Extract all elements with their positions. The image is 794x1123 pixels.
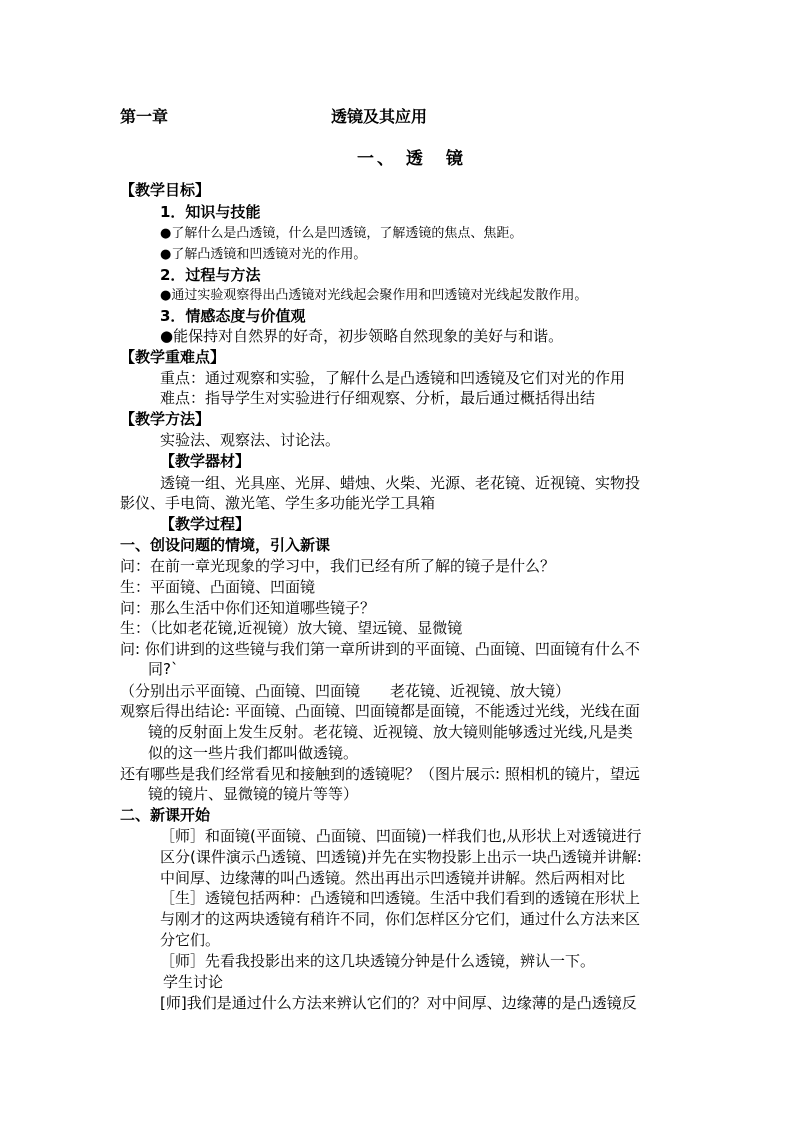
observation-line-2: 镜的反射面上发生反射。老花镜、近视镜、放大镜则能够透过光线,凡是类: [148, 723, 633, 741]
part-two-title: 二、新课开始: [120, 806, 211, 824]
process-item-1: ●通过实验观察得出凸透镜对光线起会聚作用和凹透镜对光线起发散作用。: [160, 288, 588, 303]
teaching-process-heading: 【教学过程】: [160, 515, 251, 533]
student-answer-2: 生：（比如老花镜,近视镜）放大镜、望远镜、显微镜: [120, 619, 463, 637]
equipment-line-1: 透镜一组、光具座、光屏、蜡烛、火柴、光源、老花镜、近视镜、实物投: [160, 474, 641, 492]
attitude-item-1: ●能保持对自然界的好奇，初步领略自然现象的美好与和谐。: [160, 327, 564, 345]
process-method-heading: 2．过程与方法: [160, 266, 261, 284]
teaching-goals-heading: 【教学目标】: [120, 181, 211, 199]
observation-line-3: 似的这一些片我们都叫做透镜。: [148, 744, 359, 762]
knowledge-item-2: ●了解凸透镜和凹透镜对光的作用。: [160, 247, 367, 262]
section-title: 一、 透 镜: [357, 149, 466, 169]
equipment-line-2: 影仪、手电筒、激光笔、学生多功能光学工具箱: [120, 494, 436, 512]
teacher-line-3: [师]我们是通过什么方法来辨认它们的？对中间厚、边缘薄的是凸透镜反: [160, 994, 637, 1012]
teacher-line-1c: 中间厚、边缘薄的叫凸透镜。然出再出示凹透镜并讲解。然后两相对比: [160, 869, 626, 887]
attitude-values-heading: 3．情感态度与价值观: [160, 307, 306, 325]
key-points-heading: 【教学重难点】: [120, 348, 226, 366]
student-line-1c: 分它们。: [160, 931, 221, 949]
chapter-title: 透镜及其应用: [331, 107, 428, 126]
student-discussion: 学生讨论: [163, 973, 224, 991]
more-lenses-line-1: 还有哪些是我们经常看见和接触到的透镜呢？（图片展示: 照相机的镜片，望远: [120, 765, 640, 783]
teacher-line-2: ［师］先看我投影出来的这几块透镜分钟是什么透镜，辨认一下。: [160, 952, 596, 970]
teacher-line-1b: 区分(课件演示凸透镜、凹透镜)并先在实物投影上出示一块凸透镜并讲解:: [160, 848, 642, 866]
teaching-methods-text: 实验法、观察法、讨论法。: [160, 431, 341, 449]
student-line-1b: 与刚才的这两块透镜有稍许不同，你们怎样区分它们，通过什么方法来区: [160, 910, 641, 928]
observation-line-1: 观察后得出结论: 平面镜、凸面镜、凹面镜都是面镜，不能透过光线，光线在面: [120, 702, 640, 720]
student-line-1a: ［生］透镜包括两种：凸透镜和凹透镜。生活中我们看到的透镜在形状上: [160, 889, 641, 907]
key-point-focus: 重点：通过观察和实验，了解什么是凸透镜和凹透镜及它们对光的作用: [160, 369, 626, 387]
question-1: 问：在前一章光现象的学习中，我们已经有所了解的镜子是什么？: [120, 557, 556, 575]
part-one-title: 一、创设问题的情境，引入新课: [120, 536, 331, 554]
question-2: 问：那么生活中你们还知道哪些镜子？: [120, 599, 376, 617]
question-3-line-2: 同?`: [148, 660, 179, 678]
knowledge-item-1: ●了解什么是凸透镜，什么是凹透镜，了解透镜的焦点、焦距。: [160, 226, 523, 241]
teacher-line-1a: ［师］和面镜(平面镜、凸面镜、凹面镜)一样我们也,从形状上对透镜进行: [160, 827, 642, 845]
knowledge-skills-heading: 1．知识与技能: [160, 203, 261, 221]
key-point-difficulty: 难点：指导学生对实验进行仔细观察、分析，最后通过概括得出结: [160, 389, 596, 407]
teaching-methods-heading: 【教学方法】: [120, 410, 211, 428]
question-3-line-1: 问: 你们讲到的这些镜与我们第一章所讲到的平面镜、凸面镜、凹面镜有什么不: [120, 640, 640, 658]
show-items-note: （分别出示平面镜、凸面镜、凹面镜 老花镜、近视镜、放大镜）: [120, 682, 571, 700]
more-lenses-line-2: 镜的镜片、显微镜的镜片等等）: [148, 785, 359, 803]
equipment-heading: 【教学器材】: [160, 452, 251, 470]
student-answer-1: 生：平面镜、凸面镜、凹面镜: [120, 578, 316, 596]
chapter-label: 第一章: [120, 107, 169, 126]
